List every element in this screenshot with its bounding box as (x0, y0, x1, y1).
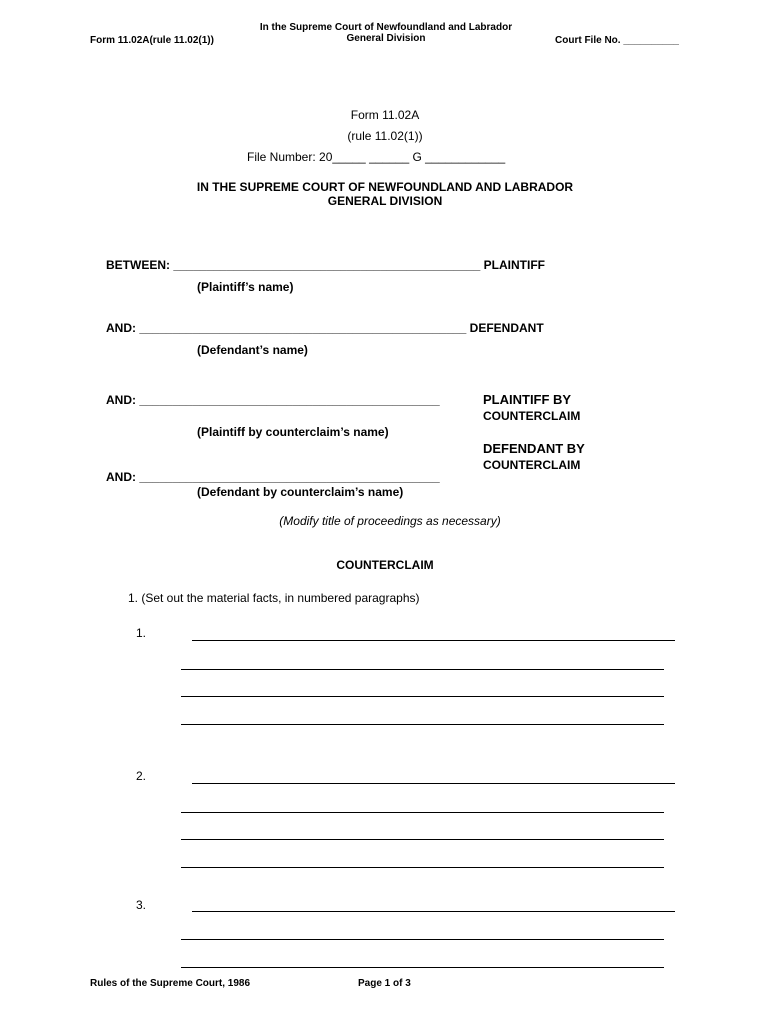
header-court-name (236, 22, 536, 44)
plaintiff-by-counterclaim-name-label: (Plaintiff by counterclaim’s name) (197, 425, 389, 439)
court-title-line1: IN THE SUPREME COURT OF NEWFOUNDLAND AND LABRADOR (196, 180, 574, 194)
court-file-number: Court File No. __________ (555, 35, 679, 46)
answer-line (181, 939, 664, 940)
form-title: Form 11.02A (350, 108, 420, 122)
plaintiff-name-label: (Plaintiff’s name) (197, 280, 294, 294)
defendant-by-counterclaim-name-label: (Defendant by counterclaim’s name) (197, 485, 404, 499)
court-title-line2: GENERAL DIVISION (327, 194, 443, 208)
paragraph-number: 2. (136, 769, 147, 783)
footer-page-number: Page 1 of 3 (358, 978, 411, 989)
and-defendant-by-counterclaim-line: AND: _____________________________________________ (106, 470, 440, 484)
answer-line (181, 839, 664, 840)
paragraph-number: 1. (136, 626, 147, 640)
answer-line (181, 867, 664, 868)
plaintiff-by-label: PLAINTIFF BY (483, 392, 572, 407)
and-plaintiff-by-counterclaim-line: AND: _____________________________________________ (106, 393, 440, 407)
footer-rules: Rules of the Supreme Court, 1986 (90, 978, 251, 989)
and-defendant-line: AND: _________________________________________________ DEFENDANT (106, 321, 544, 335)
modify-title-note: (Modify title of proceedings as necessary) (279, 514, 501, 528)
defendant-name-label: (Defendant’s name) (197, 343, 308, 357)
plaintiff-counterclaim-label: COUNTERCLAIM (483, 409, 581, 423)
answer-line (192, 783, 675, 784)
paragraph-number: 3. (136, 898, 147, 912)
defendant-by-label: DEFENDANT BY (483, 441, 585, 456)
form-rule: (rule 11.02(1)) (347, 129, 423, 143)
header-court-line1: In the Supreme Court of Newfoundland and Labrador (259, 22, 513, 33)
between-plaintiff-line: BETWEEN: ______________________________________________ PLAINTIFF (106, 258, 545, 272)
answer-line (181, 696, 664, 697)
counterclaim-heading: COUNTERCLAIM (336, 558, 434, 572)
answer-line (181, 724, 664, 725)
material-facts-instruction: 1. (Set out the material facts, in numbered paragraphs) (128, 591, 420, 605)
answer-line (181, 967, 664, 968)
answer-line (181, 812, 664, 813)
file-number-line: File Number: 20_____ ______ G ____________ (247, 150, 506, 164)
form-reference: Form 11.02A(rule 11.02(1)) (90, 35, 214, 46)
court-title (170, 180, 600, 208)
answer-line (181, 669, 664, 670)
answer-line (192, 911, 675, 912)
header-court-line2: General Division (346, 33, 426, 44)
defendant-counterclaim-label: COUNTERCLAIM (483, 458, 581, 472)
answer-line (192, 640, 675, 641)
